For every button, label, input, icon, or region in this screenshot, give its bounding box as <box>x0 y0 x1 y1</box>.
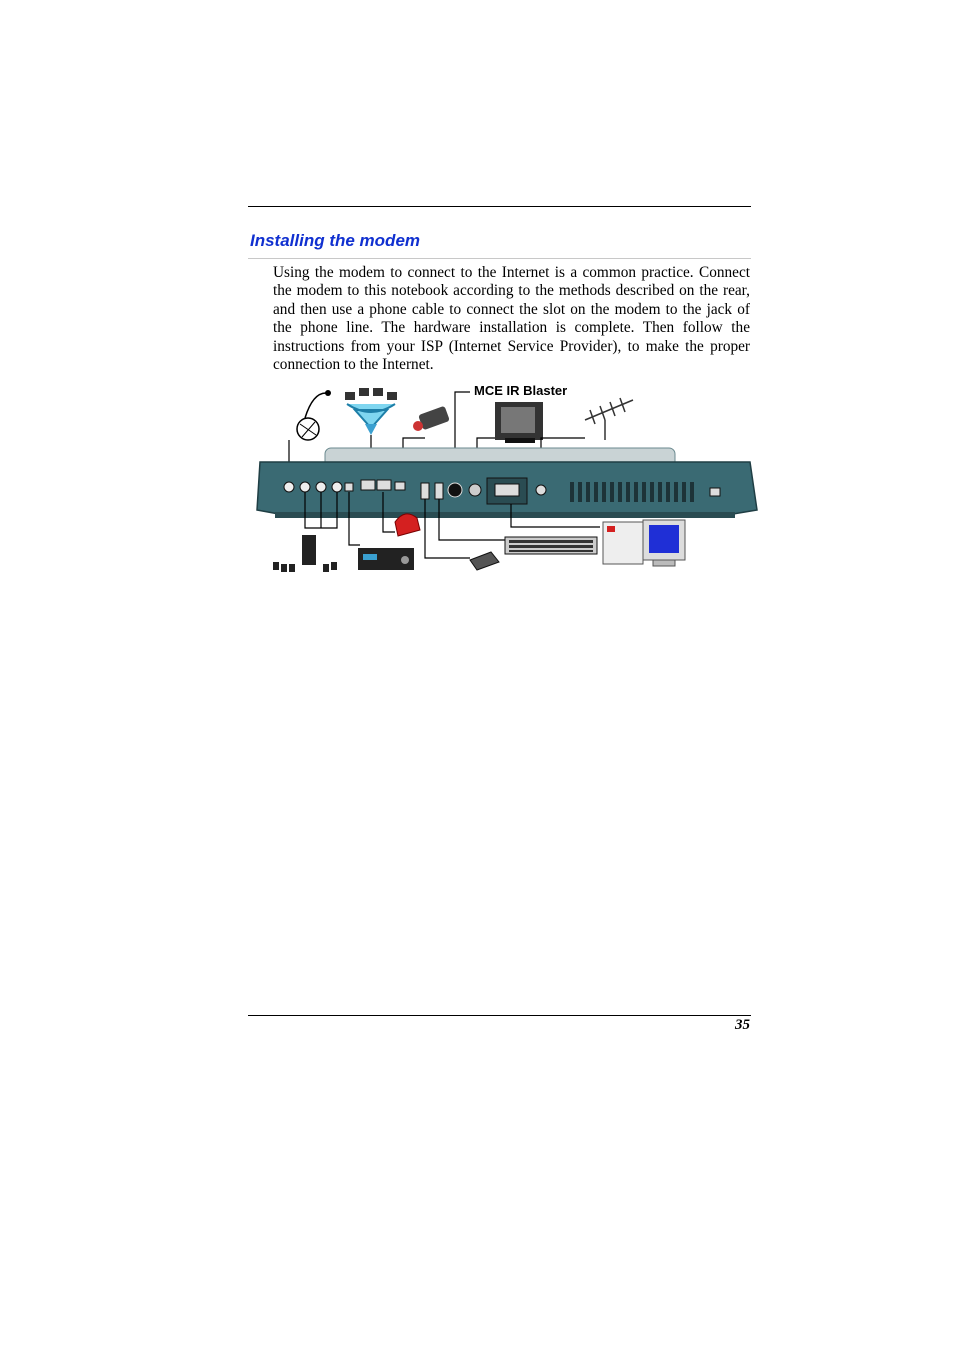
amplifier-icon <box>358 548 414 570</box>
ir-blaster-label: MCE IR Blaster <box>474 383 568 398</box>
speakers-icon <box>273 535 337 572</box>
body-paragraph: Using the modem to connect to the Internet is a common practice. Connect the modem to this notebook according to the methods described on the rear, and then use a phone cable to connect the slot on the modem to the jack of the phone line. The hardware installation is complete. Then follow the instructions from your ISP (Internet Service Provider), to make the proper connection to the Internet. <box>273 264 750 374</box>
network-hub-icon <box>345 388 397 435</box>
monitor-icon <box>603 520 685 566</box>
header-rule <box>248 206 751 207</box>
antenna-icon <box>585 398 633 440</box>
heading-underline <box>248 258 751 259</box>
tv-icon <box>495 402 543 443</box>
camcorder-icon <box>413 406 450 431</box>
rear-ports-connection-diagram <box>255 380 760 575</box>
page-number: 35 <box>735 1017 750 1033</box>
external-drive-icon <box>470 552 499 570</box>
section-heading: Installing the modem <box>250 231 421 250</box>
keyboard-icon <box>505 537 597 554</box>
laptop-rear-panel <box>257 448 757 518</box>
footer-rule <box>248 1015 751 1016</box>
telephone-icon <box>395 514 420 536</box>
microphone-icon <box>297 390 331 440</box>
